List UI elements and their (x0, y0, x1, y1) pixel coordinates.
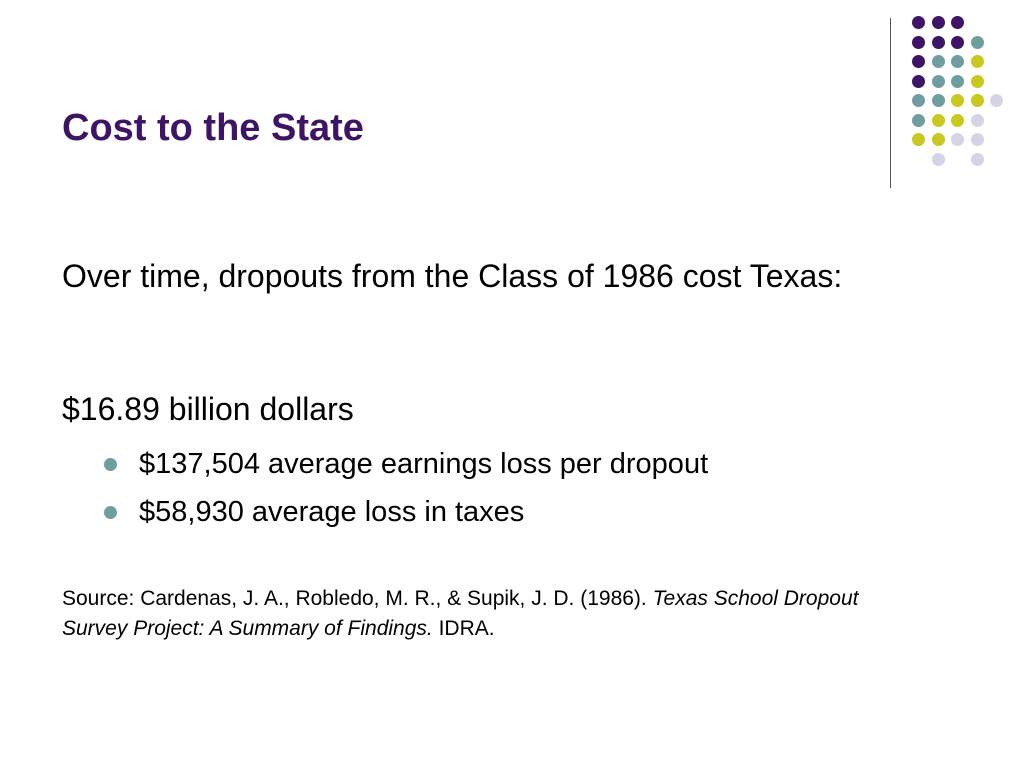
decorative-dot (990, 94, 1003, 107)
slide-title: Cost to the State (62, 107, 364, 149)
decorative-dot (932, 75, 945, 88)
decorative-dot (932, 133, 945, 146)
decorative-dot (912, 114, 925, 127)
bullet-dot-icon (104, 506, 117, 519)
total-cost-text: $16.89 billion dollars (62, 391, 354, 427)
bullet-item-earnings-loss (104, 440, 708, 488)
bullet-item-tax-loss (104, 488, 708, 536)
decorative-dot (971, 133, 984, 146)
decorative-dot (912, 55, 925, 68)
decorative-dot (932, 55, 945, 68)
decorative-dot-grid (0, 0, 1024, 200)
decorative-dot (951, 55, 964, 68)
source-prefix: Source: Cardenas, J. A., Robledo, M. R., & Supik, J. D. (1986). (62, 587, 653, 610)
source-title: Texas School Dropout Survey Project: A Summary of Findings. (62, 587, 859, 640)
source-suffix: IDRA. (432, 617, 495, 640)
decorative-dot (932, 153, 945, 166)
decorative-dot (912, 94, 925, 107)
decorative-dot (951, 36, 964, 49)
decorative-divider-line (890, 18, 891, 188)
source-citation (62, 584, 922, 644)
decorative-dot (951, 133, 964, 146)
decorative-dot (971, 153, 984, 166)
decorative-dot (932, 94, 945, 107)
decorative-dot (932, 114, 945, 127)
decorative-dot (912, 75, 925, 88)
bullet-text: $58,930 average loss in taxes (139, 496, 525, 528)
decorative-dot (951, 114, 964, 127)
decorative-dot (971, 75, 984, 88)
bullet-dot-icon (104, 458, 117, 471)
decorative-dot (932, 16, 945, 29)
decorative-dot (951, 94, 964, 107)
bullet-text: $137,504 average earnings loss per dropout (139, 448, 709, 480)
decorative-dot (971, 36, 984, 49)
intro-text: Over time, dropouts from the Class of 1986 cost Texas: (62, 258, 843, 294)
decorative-dot (971, 114, 984, 127)
decorative-dot (971, 94, 984, 107)
decorative-dot (912, 133, 925, 146)
decorative-dot (971, 55, 984, 68)
bullet-list (104, 440, 708, 536)
decorative-dot (951, 16, 964, 29)
decorative-dot (932, 36, 945, 49)
decorative-dot (912, 36, 925, 49)
decorative-dot (912, 16, 925, 29)
decorative-dot (951, 75, 964, 88)
